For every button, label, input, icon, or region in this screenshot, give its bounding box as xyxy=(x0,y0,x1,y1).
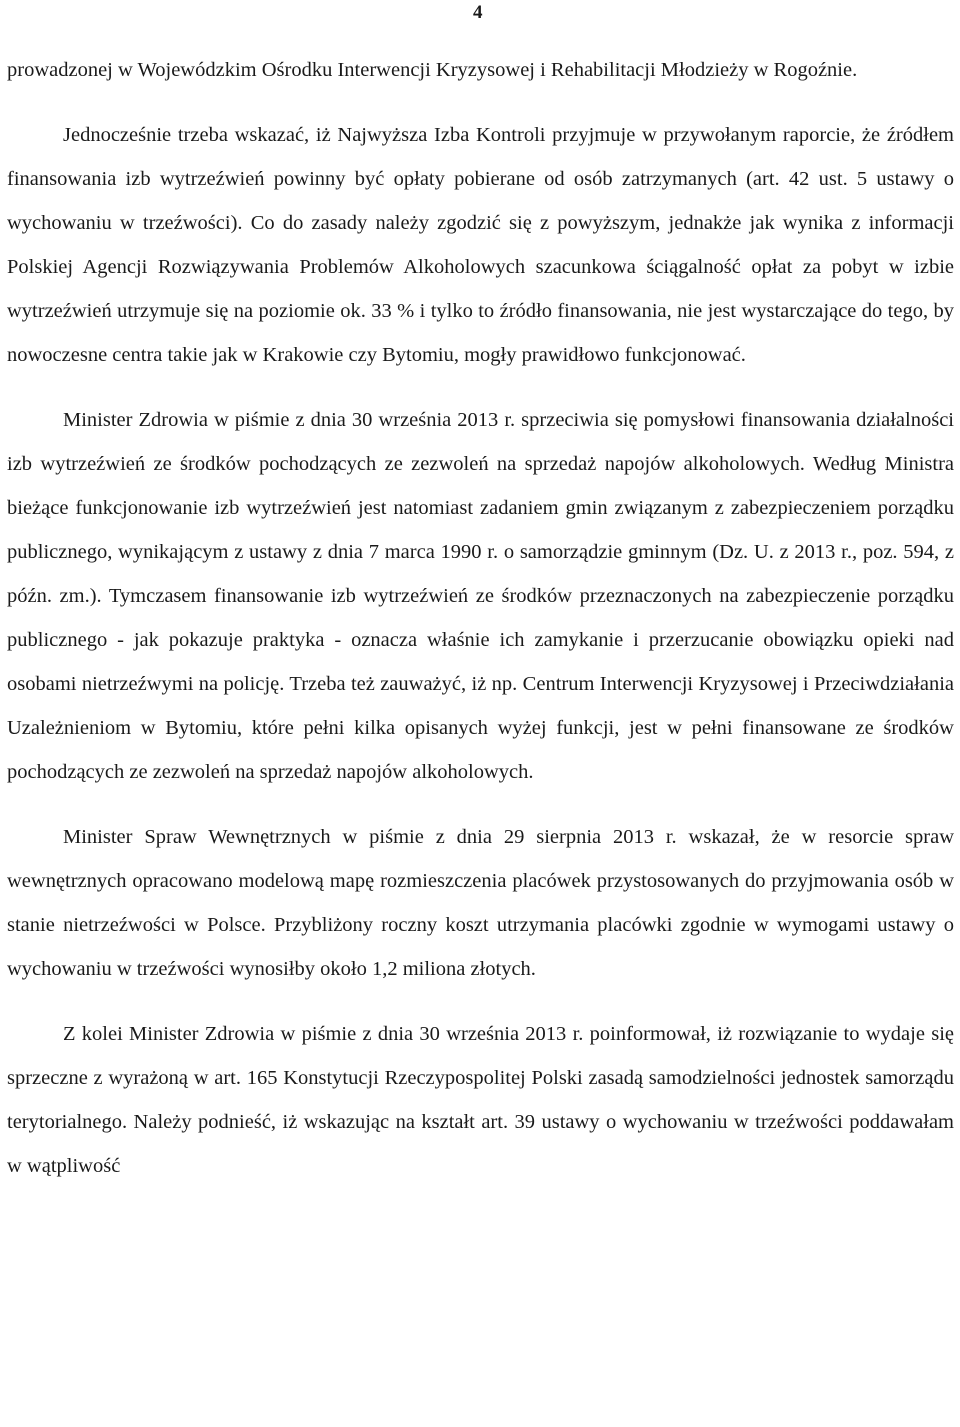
paragraph-1: prowadzonej w Wojewódzkim Ośrodku Interwencji Kryzysowej i Rehabilitacji Młodzieży w Rogoźnie. xyxy=(7,59,858,81)
paragraph-3: Minister Zdrowia w piśmie z dnia 30 września 2013 r. sprzeciwia się pomysłowi finansowania działalności izb wytrzeźwień ze środków pochodzących ze zezwoleń na sprzedaż napojów alkoholowych. Według Ministra bieżące funkcjonowanie izb wytrzeźwień jest natomiast zadaniem gmin związanym z zabezpieczeniem porządku publicznego, wynikającym z ustawy z dnia 7 marca 1990 r. o samorządzie gminnym (Dz. U. z 2013 r., poz. 594, z późn. zm.). Tymczasem finansowanie izb wytrzeźwień ze środków przeznaczonych na zabezpieczenie porządku publicznego - jak pokazuje praktyka - oznacza właśnie ich zamykanie i przerzucanie obowiązku opieki nad osobami nietrzeźwymi na policję. Trzeba też zauważyć, iż np. Centrum Interwencji Kryzysowej i Przeciwdziałania Uzależnieniom w Bytomiu, które pełni kilka opisanych wyżej funkcji, jest w pełni finansowane ze środków pochodzących ze zezwoleń na sprzedaż napojów alkoholowych. xyxy=(7,408,954,784)
paragraph-5: Z kolei Minister Zdrowia w piśmie z dnia 30 września 2013 r. poinformował, iż rozwiązanie to wydaje się sprzeczne z wyrażoną w art. 165 Konstytucji Rzeczypospolitej Polski zasadą samodzielności jednostek samorządu terytorialnego. Należy podnieść, iż wskazując na kształt art. 39 ustawy o wychowaniu w trzeźwości poddawałam w wątpliwość xyxy=(7,1022,954,1178)
document-body xyxy=(7,48,954,1188)
paragraph-2: Jednocześnie trzeba wskazać, iż Najwyższa Izba Kontroli przyjmuje w przywołanym raporcie, że źródłem finansowania izb wytrzeźwień powinny być opłaty pobierane od osób zatrzymanych (art. 42 ust. 5 ustawy o wychowaniu w trzeźwości). Co do zasady należy zgodzić się z powyższym, jednakże jak wynika z informacji Polskiej Agencji Rozwiązywania Problemów Alkoholowych szacunkowa ściągalność opłat za pobyt w izbie wytrzeźwień utrzymuje się na poziomie ok. 33 % i tylko to źródło finansowania, nie jest wystarczające do tego, by nowoczesne centra takie jak w Krakowie czy Bytomiu, mogły prawidłowo funkcjonować. xyxy=(7,123,954,367)
page-number: 4 xyxy=(473,2,483,23)
paragraph-4: Minister Spraw Wewnętrznych w piśmie z dnia 29 sierpnia 2013 r. wskazał, że w resorcie spraw wewnętrznych opracowano modelową mapę rozmieszczenia placówek przystosowanych do przyjmowania osób w stanie nietrzeźwości w Polsce. Przybliżony roczny koszt utrzymania placówki zgodnie w wymogami ustawy o wychowaniu w trzeźwości wynosiłby około 1,2 miliona złotych. xyxy=(7,826,954,981)
